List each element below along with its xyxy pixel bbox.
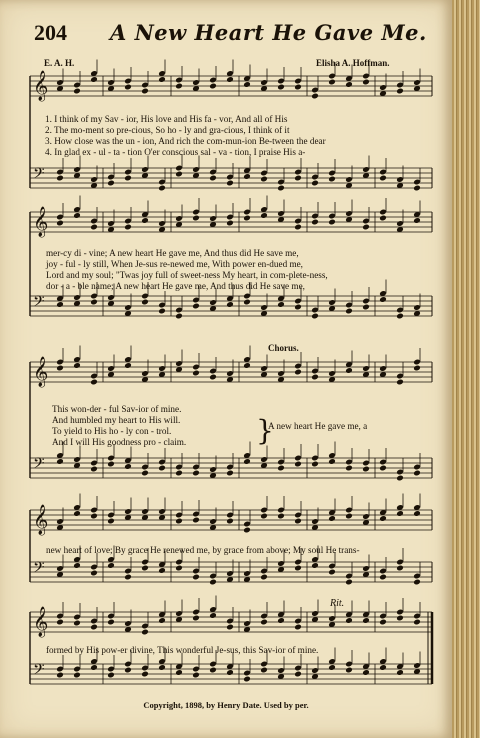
- note-head-icon: [328, 664, 336, 671]
- note-head-icon: [379, 619, 387, 626]
- note-head-icon: [277, 465, 285, 472]
- note-head-icon: [107, 672, 115, 679]
- note-head-icon: [124, 175, 132, 182]
- note-head-icon: [73, 672, 81, 679]
- note-head-icon: [396, 510, 404, 517]
- note-head-icon: [90, 624, 98, 631]
- note-head-icon: [294, 518, 302, 525]
- note-head-icon: [141, 217, 149, 224]
- note-head-icon: [413, 619, 421, 626]
- note-head-icon: [192, 672, 200, 679]
- note-head-icon: [226, 518, 234, 525]
- note-head-icon: [192, 470, 200, 477]
- rit-marking: Rit.: [330, 598, 345, 609]
- note-head-icon: [345, 465, 353, 472]
- note-head-icon: [158, 664, 166, 671]
- note-head-icon: [175, 565, 183, 572]
- bass-clef-icon: 𝄢: [33, 661, 45, 682]
- note-head-icon: [175, 470, 183, 477]
- note-head-icon: [243, 458, 251, 465]
- verse-line: 3. How close was the un - ion, And rich the com-mun-ion Be-tween the dear: [45, 136, 326, 146]
- chorus-lyric: formed by His pow-er divine, This wonderful Je-sus, this Sav-ior of mine.: [46, 645, 319, 655]
- composer-credit: E. A. H.: [44, 58, 75, 68]
- note-head-icon: [379, 664, 387, 671]
- note-head-icon: [379, 465, 387, 472]
- note-head-icon: [141, 629, 149, 636]
- book-page-edges: [452, 0, 480, 738]
- note-head-icon: [277, 513, 285, 520]
- note-head-icon: [209, 175, 217, 182]
- note-head-icon: [294, 671, 302, 678]
- note-head-icon: [294, 369, 302, 376]
- note-head-icon: [158, 185, 166, 192]
- note-head-icon: [56, 365, 64, 372]
- note-head-icon: [243, 299, 251, 306]
- note-head-icon: [379, 574, 387, 581]
- note-head-icon: [226, 301, 234, 308]
- note-head-icon: [260, 513, 268, 520]
- note-head-icon: [413, 217, 421, 224]
- note-head-icon: [226, 76, 234, 83]
- note-head-icon: [226, 220, 234, 227]
- note-head-icon: [345, 579, 353, 586]
- note-head-icon: [243, 215, 251, 222]
- note-head-icon: [294, 624, 302, 631]
- note-head-icon: [73, 212, 81, 219]
- note-head-icon: [243, 173, 251, 180]
- note-head-icon: [311, 313, 319, 320]
- note-head-icon: [362, 224, 370, 231]
- note-head-icon: [362, 617, 370, 624]
- note-head-icon: [311, 93, 319, 100]
- note-head-icon: [158, 76, 166, 83]
- note-head-icon: [175, 518, 183, 525]
- note-head-icon: [396, 379, 404, 386]
- treble-clef-icon: 𝄞: [33, 357, 49, 387]
- note-head-icon: [260, 176, 268, 183]
- bass-clef-icon: 𝄢: [33, 559, 45, 580]
- note-head-icon: [73, 88, 81, 95]
- note-head-icon: [56, 458, 64, 465]
- note-head-icon: [175, 313, 183, 320]
- note-head-icon: [124, 224, 132, 231]
- note-head-icon: [294, 304, 302, 311]
- note-head-icon: [124, 574, 132, 581]
- note-head-icon: [396, 88, 404, 95]
- verse-brace: }: [256, 414, 274, 447]
- note-head-icon: [175, 669, 183, 676]
- note-head-icon: [226, 470, 234, 477]
- note-head-icon: [192, 574, 200, 581]
- verse-line: joy - ful - ly still, When Je-sus re-newed me, With power en-dued me,: [46, 259, 303, 269]
- note-head-icon: [277, 617, 285, 624]
- note-head-icon: [56, 175, 64, 182]
- verse-line: dor - a - ble name; A new heart He gave me, And thus did He save me,: [46, 281, 305, 291]
- verse-line: And humbled my heart to His will.: [52, 415, 181, 425]
- note-head-icon: [243, 527, 251, 534]
- note-head-icon: [311, 219, 319, 226]
- note-head-icon: [379, 515, 387, 522]
- note-head-icon: [73, 562, 81, 569]
- note-head-icon: [311, 180, 319, 187]
- note-head-icon: [396, 565, 404, 572]
- note-head-icon: [124, 667, 132, 674]
- note-head-icon: [277, 185, 285, 192]
- note-head-icon: [328, 219, 336, 226]
- note-head-icon: [90, 513, 98, 520]
- copyright-notice: Copyright, 1898, by Henry Date. Used by per.: [143, 700, 309, 710]
- note-head-icon: [328, 458, 336, 465]
- note-head-icon: [90, 379, 98, 386]
- note-head-icon: [328, 176, 336, 183]
- note-head-icon: [226, 624, 234, 631]
- note-head-icon: [379, 215, 387, 222]
- note-head-icon: [294, 224, 302, 231]
- note-head-icon: [124, 84, 132, 91]
- note-head-icon: [192, 615, 200, 622]
- note-head-icon: [413, 579, 421, 586]
- note-head-icon: [294, 84, 302, 91]
- note-head-icon: [362, 669, 370, 676]
- note-head-icon: [294, 565, 302, 572]
- note-head-icon: [311, 562, 319, 569]
- note-head-icon: [260, 667, 268, 674]
- note-head-icon: [158, 567, 166, 574]
- note-head-icon: [226, 669, 234, 676]
- note-head-icon: [311, 461, 319, 468]
- note-head-icon: [362, 304, 370, 311]
- note-head-icon: [56, 220, 64, 227]
- verse-line: This won-der - ful Sav-ior of mine.: [52, 404, 182, 414]
- note-head-icon: [175, 83, 183, 90]
- note-head-icon: [56, 301, 64, 308]
- note-head-icon: [396, 313, 404, 320]
- note-head-icon: [107, 461, 115, 468]
- note-head-icon: [90, 466, 98, 473]
- note-head-icon: [124, 463, 132, 470]
- note-head-icon: [294, 461, 302, 468]
- note-head-icon: [175, 171, 183, 178]
- note-head-icon: [209, 667, 217, 674]
- hymn-number: 204: [34, 20, 67, 45]
- note-head-icon: [311, 374, 319, 381]
- note-head-icon: [362, 466, 370, 473]
- note-head-icon: [396, 615, 404, 622]
- note-head-icon: [379, 175, 387, 182]
- treble-clef-icon: 𝄞: [33, 505, 49, 535]
- note-head-icon: [260, 619, 268, 626]
- note-head-icon: [141, 565, 149, 572]
- note-head-icon: [158, 308, 166, 315]
- note-head-icon: [413, 470, 421, 477]
- note-head-icon: [413, 365, 421, 372]
- note-head-icon: [192, 303, 200, 310]
- note-head-icon: [90, 76, 98, 83]
- note-head-icon: [192, 370, 200, 377]
- note-head-icon: [260, 212, 268, 219]
- note-head-icon: [277, 301, 285, 308]
- note-head-icon: [379, 296, 387, 303]
- author-credit: Elisha A. Hoffman.: [316, 58, 390, 68]
- note-head-icon: [141, 671, 149, 678]
- note-head-icon: [192, 517, 200, 524]
- note-head-icon: [277, 84, 285, 91]
- note-head-icon: [413, 510, 421, 517]
- bass-clef-icon: 𝄢: [33, 165, 45, 186]
- note-head-icon: [73, 362, 81, 369]
- note-head-icon: [107, 518, 115, 525]
- note-head-icon: [243, 81, 251, 88]
- note-head-icon: [209, 612, 217, 619]
- note-head-icon: [345, 81, 353, 88]
- note-head-icon: [90, 664, 98, 671]
- verse-line: 4. In glad ex - ul - ta - tion O'er conscious sal - va - tion, I praise His a-: [45, 147, 306, 157]
- note-head-icon: [73, 510, 81, 517]
- chorus-lyric: new heart of love; By grace He renewed me, by grace from above; My soul He trans-: [46, 545, 360, 555]
- note-head-icon: [141, 88, 149, 95]
- note-head-icon: [396, 475, 404, 482]
- note-head-icon: [328, 569, 336, 576]
- note-head-icon: [56, 672, 64, 679]
- verse-line: 2. The mo-ment so pre-cious, So ho - ly and gra-cious, I think of it: [45, 125, 290, 135]
- hymn-title: A New Heart He Gave Me.: [110, 20, 427, 45]
- note-head-icon: [260, 574, 268, 581]
- note-head-icon: [56, 619, 64, 626]
- treble-clef-icon: 𝄞: [33, 607, 49, 637]
- note-head-icon: [362, 79, 370, 86]
- verse-line: Lord and my soul; "Twas joy full of sweet-ness My heart, in com-plete-ness,: [46, 270, 328, 280]
- note-head-icon: [328, 79, 336, 86]
- note-head-icon: [243, 362, 251, 369]
- note-head-icon: [141, 470, 149, 477]
- bass-clef-icon: 𝄢: [33, 455, 45, 476]
- note-head-icon: [90, 299, 98, 306]
- note-head-icon: [90, 570, 98, 577]
- chorus-label: Chorus.: [268, 343, 299, 353]
- note-head-icon: [124, 362, 132, 369]
- note-head-icon: [209, 83, 217, 90]
- verse-line: To yield to His ho - ly con - trol.: [52, 426, 172, 436]
- note-head-icon: [345, 367, 353, 374]
- note-head-icon: [209, 579, 217, 586]
- note-head-icon: [73, 620, 81, 627]
- treble-clef-icon: 𝄞: [33, 71, 49, 101]
- bass-clef-icon: 𝄢: [33, 293, 45, 314]
- chorus-lyric: A new heart He gave me, a: [268, 421, 368, 431]
- note-head-icon: [345, 667, 353, 674]
- note-head-icon: [226, 180, 234, 187]
- note-head-icon: [345, 308, 353, 315]
- note-head-icon: [192, 215, 200, 222]
- note-head-icon: [294, 175, 302, 182]
- note-head-icon: [345, 513, 353, 520]
- note-head-icon: [107, 562, 115, 569]
- note-head-icon: [345, 617, 353, 624]
- note-head-icon: [413, 185, 421, 192]
- note-head-icon: [243, 676, 251, 683]
- verse-line: And I will His goodness pro - claim.: [52, 437, 187, 447]
- note-head-icon: [396, 669, 404, 676]
- note-head-icon: [141, 299, 149, 306]
- note-head-icon: [158, 465, 166, 472]
- note-head-icon: [107, 180, 115, 187]
- note-head-icon: [158, 617, 166, 624]
- note-head-icon: [90, 224, 98, 231]
- note-head-icon: [328, 515, 336, 522]
- treble-clef-icon: 𝄞: [33, 207, 49, 237]
- note-head-icon: [107, 619, 115, 626]
- verse-line: 1. I think of my Sav - ior, His love and His fa - vor, And all of His: [45, 114, 288, 124]
- verse-line: mer-cy di - vine; A new heart He gave me, And thus did He save me,: [46, 248, 299, 258]
- note-head-icon: [209, 374, 217, 381]
